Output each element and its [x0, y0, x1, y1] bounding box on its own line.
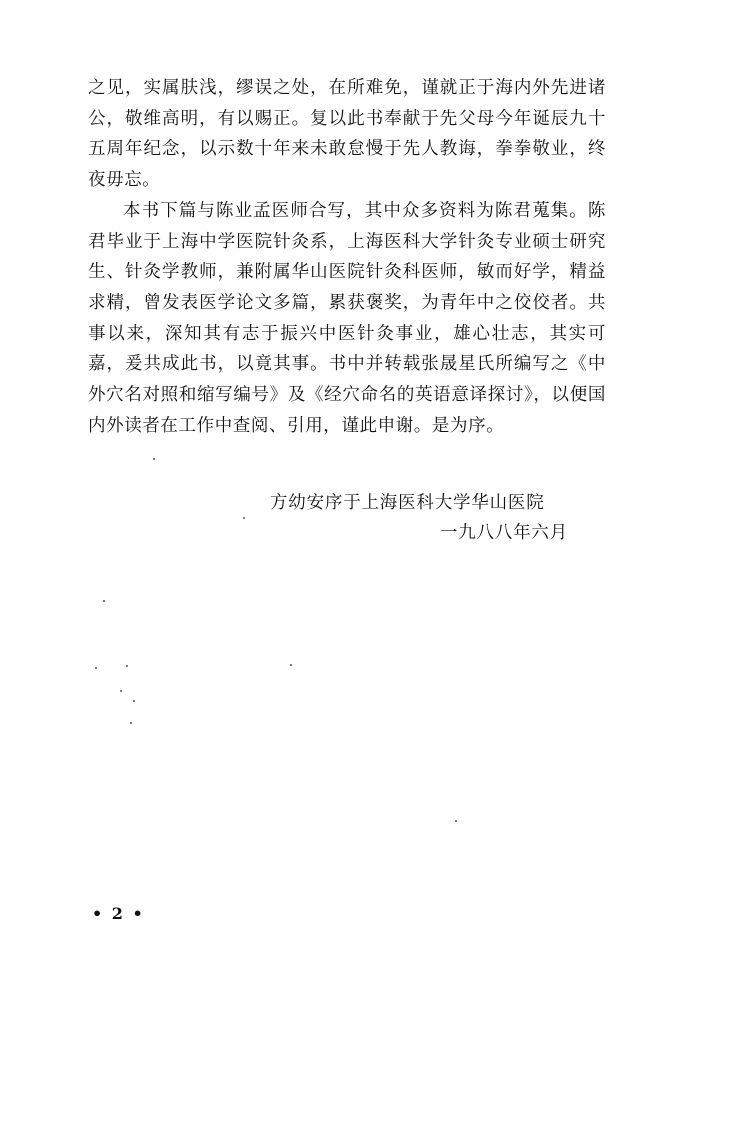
scan-speck: [290, 664, 292, 666]
page-number: • 2 •: [92, 904, 145, 923]
scan-speck: [130, 722, 132, 724]
scan-speck: [126, 665, 128, 667]
scan-speck: [153, 458, 155, 460]
scan-speck: [133, 700, 135, 702]
preface-paragraph-1: 之见，实属肤浅，缪误之处，在所难免，谨就正于海内外先进诸公，敬维高明，有以赐正。复以此书奉献于先父母今年诞辰九十五周年纪念，以示数十年来未敢怠慢于先人教诲，拳拳敬业，终夜毋忘。: [88, 78, 606, 191]
signature-author-line: 方幼安序于上海医科大学华山医院: [270, 493, 545, 513]
scan-speck: [103, 600, 105, 602]
scan-speck: [243, 517, 245, 519]
scan-speck: [120, 690, 122, 692]
scan-speck: [455, 820, 457, 822]
scan-speck: [95, 667, 97, 669]
preface-paragraph-2: 本书下篇与陈业孟医师合写，其中众多资料为陈君蒐集。陈君毕业于上海中学医院针灸系，上海医科大学针灸专业硕士研究生、针灸学教师，兼附属华山医院针灸科医师，敏而好学，精益求精，曾发表医学论文多篇，累获褒奖，为青年中之佼佼者。共事以来，深知其有志于振兴中医针灸事业，雄心壮志，其实可嘉，爰共成此书，以竟其事。书中并转载张晟星氏所编写之《中外穴名对照和缩写编号》及《经穴命名的英语意译探讨》，以便国内外读者在工作中查阅、引用，谨此申谢。是为序。: [88, 200, 606, 436]
preface-body: [88, 73, 606, 441]
signature-date: 一九八八年六月: [439, 523, 568, 543]
signature-block: [270, 488, 580, 548]
